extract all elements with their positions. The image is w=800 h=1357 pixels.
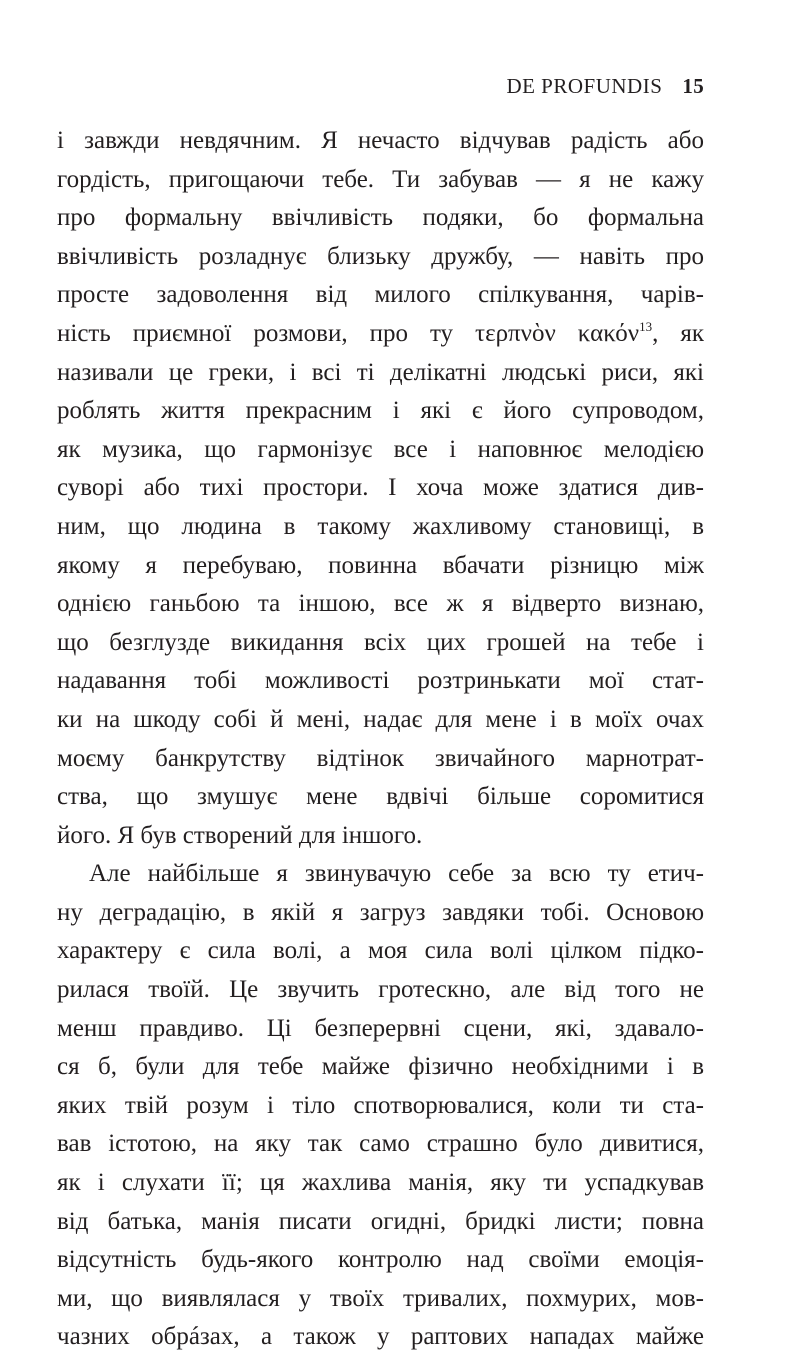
text-line: Але найбільше я звинувачую себе за всю ту етич- xyxy=(89,860,704,888)
text-line: відсутність будь-якого контролю над своїми емоція- xyxy=(57,1246,704,1274)
text-line: називали це греки, і всі ті делікатні людські риси, які xyxy=(57,358,704,386)
text-line: від батька, манія писати огидні, бридкі листи; повна xyxy=(57,1207,704,1235)
text-line: моєму банкрутству відтінок звичайного марнотрат- xyxy=(57,744,704,772)
text-line: як музика, що гармонізує все і наповнює мелодією xyxy=(57,435,704,463)
text-line: суворі або тихі простори. І хоча може здатися див- xyxy=(57,474,704,502)
text-line: ства, що змушує мене вдвічі більше соромитися xyxy=(57,783,704,811)
text-line: як і слухати її; ця жахлива манія, яку ти успадкував xyxy=(57,1169,704,1197)
text-line: надавання тобі можливості розтринькати мої стат- xyxy=(57,667,704,695)
text-line: його. Я був створений для іншого. xyxy=(57,821,423,849)
text-line: вав істотою, на яку так само страшно було дивитися, xyxy=(57,1130,704,1158)
text-line: яких твій розум і тіло спотворювалися, коли ти ста- xyxy=(57,1091,704,1119)
text-line: роблять життя прекрасним і які є його супроводом, xyxy=(57,397,704,425)
text-line: якому я перебуваю, повинна вбачати різницю між xyxy=(57,551,704,579)
running-title: DE PROFUNDIS xyxy=(506,74,663,98)
text-line: ввічливість розладнує близьку дружбу, — навіть про xyxy=(57,242,704,270)
text-line: чазних обрáзах, а також у раптових нападах майже xyxy=(57,1323,704,1351)
text-line: і завжди невдячним. Я нечасто відчував радість або xyxy=(57,127,704,154)
footnote-reference: 13 xyxy=(639,318,653,334)
page-number: 15 xyxy=(682,74,704,98)
text-line: гордість, пригощаючи тебе. Ти забував — я не кажу xyxy=(57,165,704,193)
text-line: про формальну ввічливість подяки, бо формальна xyxy=(57,204,704,232)
text-line: ну деградацію, в якій я загруз завдяки тобі. Основою xyxy=(57,898,704,926)
text-line: рилася твоїй. Це звучить гротескно, але від того не xyxy=(57,976,704,1004)
text-line: менш правдиво. Ці безперервні сцени, які, здавало- xyxy=(57,1014,704,1042)
text-line: просте задоволення від милого спілкування, чарів- xyxy=(57,281,704,309)
text-line: ним, що людина в такому жахливому становищі, в xyxy=(57,512,704,540)
running-header xyxy=(506,74,704,99)
text-line: ки на шкоду собі й мені, надає для мене і в моїх очах xyxy=(57,705,704,733)
text-line: ся б, були для тебе майже фізично необхідними і в xyxy=(57,1053,704,1081)
text-line: що безглузде викидання всіх цих грошей на тебе і xyxy=(57,628,704,656)
text-line: характеру є сила волі, а моя сила волі цілком підко- xyxy=(57,937,704,965)
text-line: ми, що виявлялася у твоїх тривалих, похмурих, мов- xyxy=(57,1284,704,1312)
text-line-with-footnote xyxy=(57,315,704,354)
line-text-continued: , як xyxy=(652,319,704,347)
text-line: однією ганьбою та іншою, все ж я відверто визнаю, xyxy=(57,590,704,618)
line-text: ність приємної розмови, про ту τερπνὸν κακόν xyxy=(57,319,640,347)
body-text xyxy=(57,122,704,1357)
